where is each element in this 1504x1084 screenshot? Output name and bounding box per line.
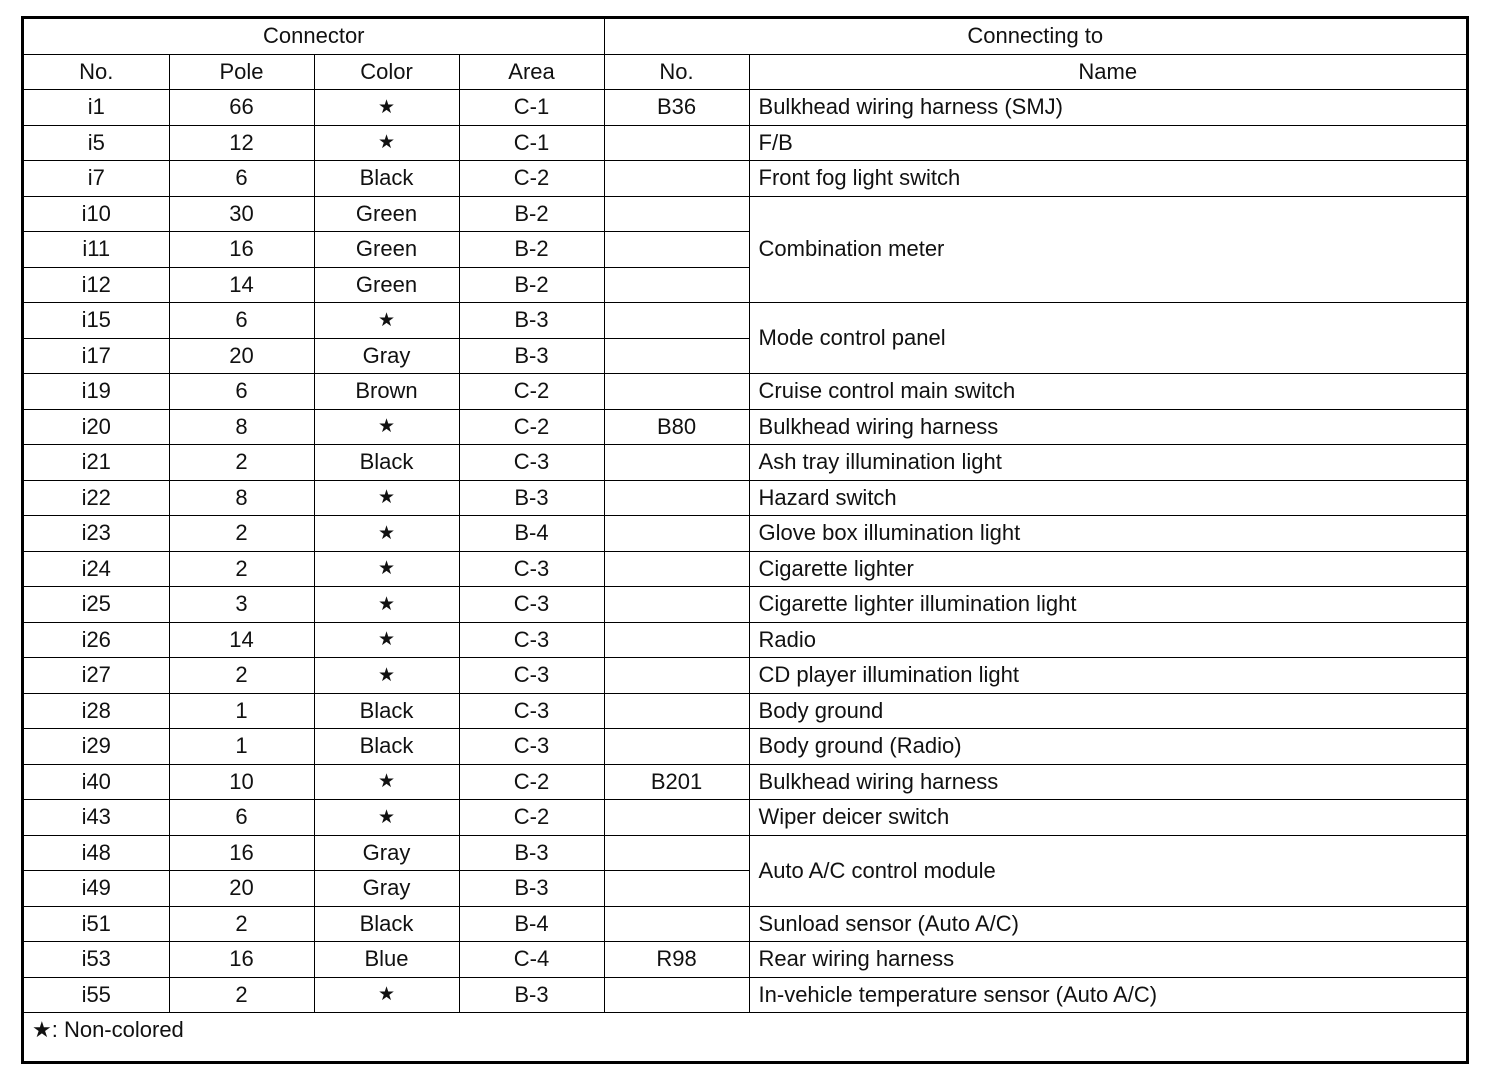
connector-table: [24, 19, 1466, 1048]
cell-color: ★: [314, 587, 459, 623]
cell-name: Cigarette lighter: [749, 551, 1466, 587]
cell-no: i51: [24, 906, 169, 942]
cell-name: Cigarette lighter illumination light: [749, 587, 1466, 623]
cell-pole: 66: [169, 90, 314, 126]
cell-to-no: [604, 835, 749, 871]
cell-area: B-2: [459, 267, 604, 303]
cell-no: i7: [24, 161, 169, 197]
cell-to-no: [604, 906, 749, 942]
cell-area: C-3: [459, 445, 604, 481]
cell-color: Gray: [314, 871, 459, 907]
cell-to-no: [604, 267, 749, 303]
cell-area: C-1: [459, 90, 604, 126]
table-row: [24, 90, 1466, 126]
table-row: [24, 409, 1466, 445]
cell-to-no: [604, 693, 749, 729]
cell-no: i11: [24, 232, 169, 268]
cell-area: B-3: [459, 835, 604, 871]
cell-no: i23: [24, 516, 169, 552]
cell-area: C-2: [459, 764, 604, 800]
cell-to-no: [604, 303, 749, 339]
cell-no: i29: [24, 729, 169, 765]
cell-name: Front fog light switch: [749, 161, 1466, 197]
cell-to-no: [604, 587, 749, 623]
cell-pole: 14: [169, 622, 314, 658]
cell-area: B-4: [459, 516, 604, 552]
cell-color: ★: [314, 303, 459, 339]
table-row: [24, 622, 1466, 658]
cell-area: C-3: [459, 622, 604, 658]
cell-color: ★: [314, 480, 459, 516]
cell-to-no: B36: [604, 90, 749, 126]
cell-name: F/B: [749, 125, 1466, 161]
cell-name: Bulkhead wiring harness (SMJ): [749, 90, 1466, 126]
cell-color: Blue: [314, 942, 459, 978]
cell-pole: 2: [169, 516, 314, 552]
table-row: [24, 480, 1466, 516]
cell-no: i22: [24, 480, 169, 516]
cell-name: Combination meter: [749, 196, 1466, 303]
cell-area: B-3: [459, 977, 604, 1013]
cell-color: Green: [314, 232, 459, 268]
table-row: [24, 729, 1466, 765]
cell-name: In-vehicle temperature sensor (Auto A/C): [749, 977, 1466, 1013]
cell-pole: 16: [169, 942, 314, 978]
cell-to-no: R98: [604, 942, 749, 978]
cell-to-no: [604, 125, 749, 161]
cell-pole: 6: [169, 303, 314, 339]
col-header-color: Color: [314, 54, 459, 90]
table-row: [24, 977, 1466, 1013]
cell-name: Hazard switch: [749, 480, 1466, 516]
header-group-row: [24, 19, 1466, 54]
cell-no: i19: [24, 374, 169, 410]
cell-name: Bulkhead wiring harness: [749, 409, 1466, 445]
cell-color: Black: [314, 729, 459, 765]
cell-no: i12: [24, 267, 169, 303]
cell-no: i24: [24, 551, 169, 587]
table-body: [24, 90, 1466, 1013]
table-row: [24, 161, 1466, 197]
table-row: [24, 303, 1466, 339]
cell-color: Gray: [314, 835, 459, 871]
cell-color: Black: [314, 445, 459, 481]
cell-to-no: [604, 196, 749, 232]
col-header-name: Name: [749, 54, 1466, 90]
cell-to-no: [604, 516, 749, 552]
cell-color: Green: [314, 196, 459, 232]
cell-color: ★: [314, 125, 459, 161]
table-row: [24, 516, 1466, 552]
connector-table-frame: [21, 16, 1469, 1064]
cell-pole: 2: [169, 445, 314, 481]
table-row: [24, 658, 1466, 694]
cell-area: C-2: [459, 409, 604, 445]
table-row: [24, 764, 1466, 800]
cell-no: i49: [24, 871, 169, 907]
header-column-row: [24, 54, 1466, 90]
cell-color: ★: [314, 800, 459, 836]
cell-no: i43: [24, 800, 169, 836]
table-row: [24, 125, 1466, 161]
cell-color: ★: [314, 622, 459, 658]
cell-area: C-4: [459, 942, 604, 978]
cell-name: Rear wiring harness: [749, 942, 1466, 978]
cell-name: Body ground (Radio): [749, 729, 1466, 765]
cell-area: B-3: [459, 338, 604, 374]
cell-no: i40: [24, 764, 169, 800]
cell-no: i5: [24, 125, 169, 161]
cell-no: i21: [24, 445, 169, 481]
cell-pole: 1: [169, 729, 314, 765]
cell-area: B-3: [459, 871, 604, 907]
cell-to-no: B201: [604, 764, 749, 800]
cell-no: i26: [24, 622, 169, 658]
footnote-row: [24, 1013, 1466, 1048]
table-row: [24, 374, 1466, 410]
cell-pole: 30: [169, 196, 314, 232]
cell-name: Wiper deicer switch: [749, 800, 1466, 836]
cell-name: Radio: [749, 622, 1466, 658]
cell-pole: 14: [169, 267, 314, 303]
cell-color: Brown: [314, 374, 459, 410]
cell-pole: 3: [169, 587, 314, 623]
cell-area: C-2: [459, 161, 604, 197]
cell-color: ★: [314, 977, 459, 1013]
table-row: [24, 196, 1466, 232]
cell-color: Black: [314, 693, 459, 729]
cell-name: Cruise control main switch: [749, 374, 1466, 410]
cell-name: Glove box illumination light: [749, 516, 1466, 552]
cell-name: Sunload sensor (Auto A/C): [749, 906, 1466, 942]
cell-pole: 6: [169, 800, 314, 836]
cell-to-no: [604, 729, 749, 765]
cell-to-no: [604, 161, 749, 197]
cell-pole: 10: [169, 764, 314, 800]
cell-color: ★: [314, 90, 459, 126]
cell-no: i28: [24, 693, 169, 729]
cell-area: C-3: [459, 658, 604, 694]
table-row: [24, 445, 1466, 481]
cell-area: B-2: [459, 196, 604, 232]
table-row: [24, 551, 1466, 587]
cell-pole: 16: [169, 232, 314, 268]
cell-area: C-2: [459, 800, 604, 836]
col-header-to-no: No.: [604, 54, 749, 90]
cell-pole: 20: [169, 871, 314, 907]
cell-pole: 2: [169, 906, 314, 942]
cell-pole: 20: [169, 338, 314, 374]
cell-name: Bulkhead wiring harness: [749, 764, 1466, 800]
cell-to-no: [604, 622, 749, 658]
cell-color: ★: [314, 658, 459, 694]
cell-to-no: [604, 480, 749, 516]
table-row: [24, 800, 1466, 836]
cell-area: C-2: [459, 374, 604, 410]
cell-to-no: [604, 445, 749, 481]
cell-color: Gray: [314, 338, 459, 374]
cell-name: Body ground: [749, 693, 1466, 729]
cell-no: i1: [24, 90, 169, 126]
cell-to-no: [604, 977, 749, 1013]
col-header-area: Area: [459, 54, 604, 90]
cell-no: i17: [24, 338, 169, 374]
cell-color: ★: [314, 516, 459, 552]
cell-pole: 6: [169, 161, 314, 197]
cell-area: C-3: [459, 693, 604, 729]
cell-to-no: B80: [604, 409, 749, 445]
cell-area: C-3: [459, 729, 604, 765]
col-header-pole: Pole: [169, 54, 314, 90]
cell-no: i20: [24, 409, 169, 445]
cell-color: ★: [314, 409, 459, 445]
cell-pole: 8: [169, 480, 314, 516]
cell-to-no: [604, 800, 749, 836]
cell-name: Ash tray illumination light: [749, 445, 1466, 481]
footnote: ★: Non-colored: [24, 1013, 1466, 1048]
table-row: [24, 587, 1466, 623]
cell-no: i27: [24, 658, 169, 694]
cell-color: ★: [314, 764, 459, 800]
cell-name: Auto A/C control module: [749, 835, 1466, 906]
cell-no: i55: [24, 977, 169, 1013]
cell-to-no: [604, 551, 749, 587]
header-connector: Connector: [24, 19, 604, 54]
cell-pole: 6: [169, 374, 314, 410]
cell-pole: 2: [169, 977, 314, 1013]
cell-to-no: [604, 374, 749, 410]
cell-name: Mode control panel: [749, 303, 1466, 374]
cell-area: C-1: [459, 125, 604, 161]
cell-no: i48: [24, 835, 169, 871]
table-row: [24, 942, 1466, 978]
col-header-no: No.: [24, 54, 169, 90]
cell-color: Green: [314, 267, 459, 303]
cell-pole: 12: [169, 125, 314, 161]
cell-name: CD player illumination light: [749, 658, 1466, 694]
cell-area: C-3: [459, 551, 604, 587]
cell-to-no: [604, 232, 749, 268]
cell-pole: 2: [169, 658, 314, 694]
cell-area: C-3: [459, 587, 604, 623]
cell-pole: 2: [169, 551, 314, 587]
cell-area: B-3: [459, 480, 604, 516]
cell-no: i53: [24, 942, 169, 978]
cell-color: Black: [314, 906, 459, 942]
cell-no: i25: [24, 587, 169, 623]
cell-area: B-2: [459, 232, 604, 268]
cell-to-no: [604, 338, 749, 374]
cell-to-no: [604, 871, 749, 907]
header-connecting-to: Connecting to: [604, 19, 1466, 54]
cell-to-no: [604, 658, 749, 694]
cell-area: B-3: [459, 303, 604, 339]
table-row: [24, 906, 1466, 942]
cell-no: i15: [24, 303, 169, 339]
cell-color: ★: [314, 551, 459, 587]
cell-pole: 16: [169, 835, 314, 871]
cell-no: i10: [24, 196, 169, 232]
cell-area: B-4: [459, 906, 604, 942]
cell-pole: 8: [169, 409, 314, 445]
cell-pole: 1: [169, 693, 314, 729]
cell-color: Black: [314, 161, 459, 197]
table-row: [24, 835, 1466, 871]
table-row: [24, 693, 1466, 729]
